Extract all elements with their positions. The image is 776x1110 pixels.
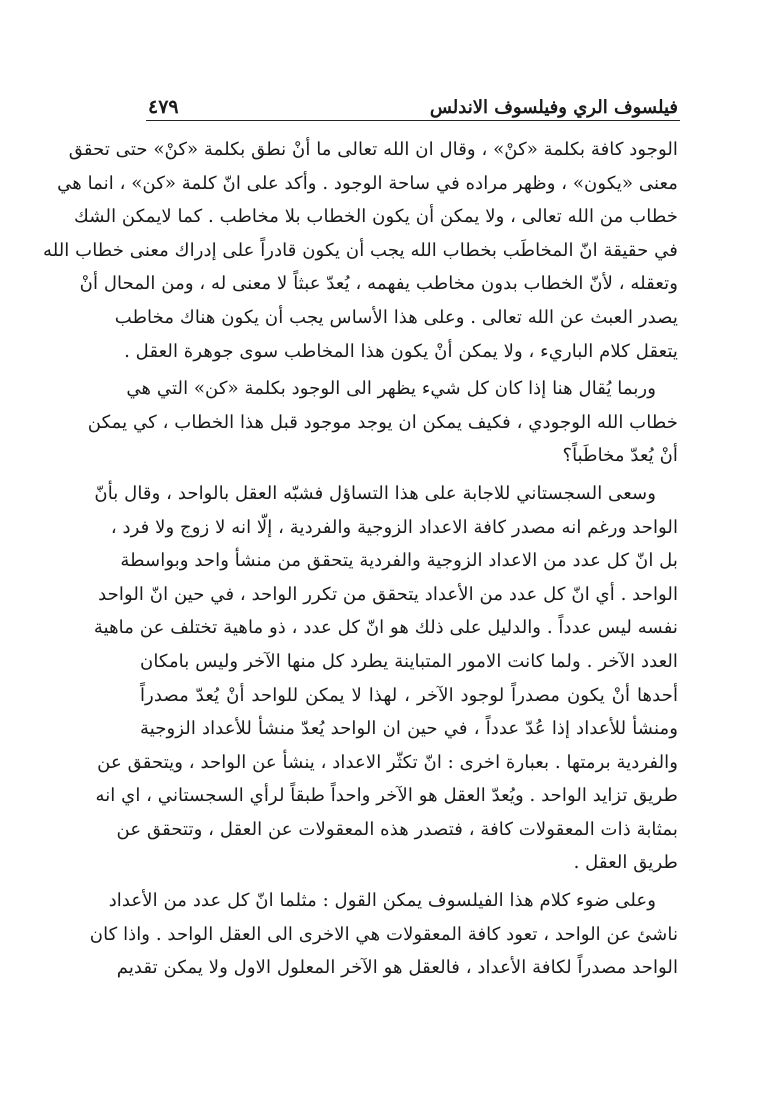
text-line: الواحد ورغم انه مصدر كافة الاعداد الزوجية والفردية ، إلّا انه لا زوج ولا فرد ، [110, 516, 678, 538]
text-line: وعلى ضوء كلام هذا الفيلسوف يمكن القول : مثلما انّ كل عدد من الأعداد [108, 890, 656, 912]
text-line: بل انّ كل عدد من الاعداد الزوجية والفردية يتحقق من منشأ واحد وبواسطة [120, 550, 678, 572]
text-line: ناشئ عن الواحد ، تعود كافة المعقولات هي الاخرى الى العقل الواحد . واذا كان [89, 923, 678, 945]
text-line: الواحد مصدراً لكافة الأعداد ، فالعقل هو الآخر المعلول الاول ولا يمكن تقديم [116, 957, 678, 979]
paragraph [42, 133, 678, 368]
text-line: وسعى السجستاني للاجابة على هذا التساؤل فشبّه العقل بالواحد ، وقال بأنّ [94, 482, 656, 504]
header-rule [146, 120, 680, 121]
text-line: طريق العقل . [573, 852, 678, 874]
page-number: ٤٧٩ [148, 96, 179, 118]
text-line: نفسه ليس عدداً . والدليل على ذلك هو انّ كل عدد ، ذو ماهية تختلف عن ماهية [93, 617, 678, 639]
text-line: طريق تزايد الواحد . ويُعدّ العقل هو الآخر واحداً طبقاً لرأي السجستاني ، اي انه [95, 785, 678, 807]
text-line: في حقيقة انّ المخاطَب بخطاب الله يجب أن يكون قادراً على إدراك معنى خطاب الله [42, 239, 678, 261]
text-line: الوجود كافة بكلمة «كنْ» ، وقال ان الله تعالى ما أنْ نطق بكلمة «كنْ» حتى تحقق [68, 139, 678, 160]
text-line: والفردية برمتها . بعبارة اخرى : انّ تكثّر الاعداد ، ينشأ عن الواحد ، ويتحقق عن [97, 751, 678, 773]
text-line: معنى «يكون» ، وظهر مراده في ساحة الوجود . وأكد على انّ كلمة «كن» ، انما هي [57, 172, 678, 194]
text-line: خطاب من الله تعالى ، ولا يمكن أن يكون الخطاب بلا مخاطب . كما لايمكن الشك [73, 206, 678, 228]
text-line: ومنشأ للأعداد إذا عُدّ عدداً ، في حين ان الواحد يُعدّ منشأ للأعداد الزوجية [140, 718, 678, 740]
paragraph [89, 884, 678, 985]
running-title: فيلسوف الري وفيلسوف الاندلس [429, 97, 678, 118]
text-line: أحدها أنْ يكون مصدراً لوجود الآخر ، لهذا لا يمكن للواحد أنْ يُعدّ مصدراً [140, 684, 678, 706]
text-line: الواحد . أي انّ كل عدد من الأعداد يتحقق من تكرر الواحد ، في حين انّ الواحد [98, 583, 678, 605]
text-line: وربما يُقال هنا إذا كان كل شيء يظهر الى الوجود بكلمة «كن» التي هي [126, 378, 656, 400]
text-line: وتعقله ، لأنّ الخطاب بدون مخاطب يفهمه ، يُعدّ عبثاً لا معنى له ، ومن المحال أنْ [79, 273, 678, 295]
paragraph [87, 372, 678, 473]
text-line: يتعقل كلام الباريء ، ولا يمكن أنْ يكون هذا المخاطب سوى جوهرة العقل . [124, 340, 678, 362]
text-line: أنْ يُعدّ مخاطَباً؟ [562, 445, 678, 467]
running-header [148, 88, 678, 118]
paragraph [93, 477, 678, 880]
text-line: يصدر العبث عن الله تعالى . وعلى هذا الأساس يجب أن يكون هناك مخاطب [114, 306, 678, 328]
text-line: خطاب الله الوجودي ، فكيف يمكن ان يوجد موجود قبل هذا الخطاب ، كي يمكن [87, 411, 678, 433]
body-text [42, 133, 678, 985]
text-line: العدد الآخر . ولما كانت الامور المتباينة يطرد كل منها الآخر وليس بامكان [140, 650, 678, 672]
text-line: بمثابة ذات المعقولات كافة ، فتصدر هذه المعقولات عن العقل ، وتتحقق عن [116, 818, 678, 840]
